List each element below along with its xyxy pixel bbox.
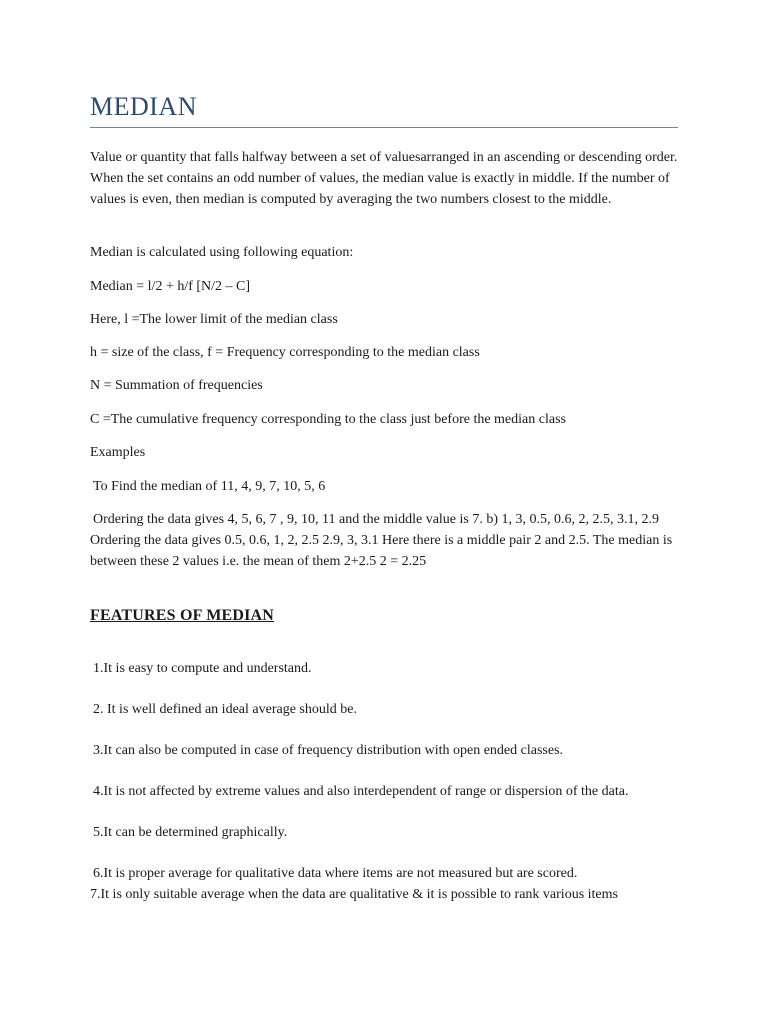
feature-item-7: 7.It is only suitable average when the data are qualitative & it is possible to rank various items <box>90 887 618 902</box>
calc-line: Median is calculated using following equation: <box>90 245 354 260</box>
page-title: MEDIAN <box>90 92 197 121</box>
definition-h-f: h = size of the class, f = Frequency corresponding to the median class <box>90 345 480 360</box>
feature-item-5: 5.It can be determined graphically. <box>93 825 288 840</box>
example-find: To Find the median of 11, 4, 9, 7, 10, 5, 6 <box>93 479 326 494</box>
definition-n: N = Summation of frequencies <box>90 378 263 393</box>
median-equation: Median = l/2 + h/f [N/2 – C] <box>90 279 251 294</box>
intro-paragraph: Value or quantity that falls halfway between a set of valuesarranged in an ascending or descending order. When the set contains an odd number of values, the median value is exactly in middle. If the number of values is even, then median is computed by averaging the two numbers closest to the middle. <box>90 150 678 207</box>
feature-item-4: 4.It is not affected by extreme values and also interdependent of range or dispersion of the data. <box>93 784 629 799</box>
examples-label: Examples <box>90 445 146 460</box>
feature-item-2: 2. It is well defined an ideal average should be. <box>93 702 357 717</box>
feature-item-3: 3.It can also be computed in case of frequency distribution with open ended classes. <box>93 743 564 758</box>
title-underline-rule <box>90 127 678 128</box>
example-detail-text: Ordering the data gives 4, 5, 6, 7 , 9, 10, 11 and the middle value is 7. b) 1, 3, 0.5, 0.6, 2, 2.5, 3.1, 2.9 Ordering the data gives 0.5, 0.6, 1, 2, 2.5 2.9, 3, 3.1 Here there is a middle pair 2 and 2.5. The median is between these 2 values i.e. the mean of them 2+2.5 2 = 2.25 <box>90 512 673 569</box>
definition-l: Here, l =The lower limit of the median class <box>90 312 338 327</box>
definition-c: C =The cumulative frequency corresponding to the class just before the median class <box>90 412 566 427</box>
example-detail <box>90 509 678 572</box>
feature-item-1: 1.It is easy to compute and understand. <box>93 661 312 676</box>
features-heading: FEATURES OF MEDIAN <box>90 607 275 624</box>
feature-item-6: 6.It is proper average for qualitative data where items are not measured but are scored. <box>93 866 578 881</box>
